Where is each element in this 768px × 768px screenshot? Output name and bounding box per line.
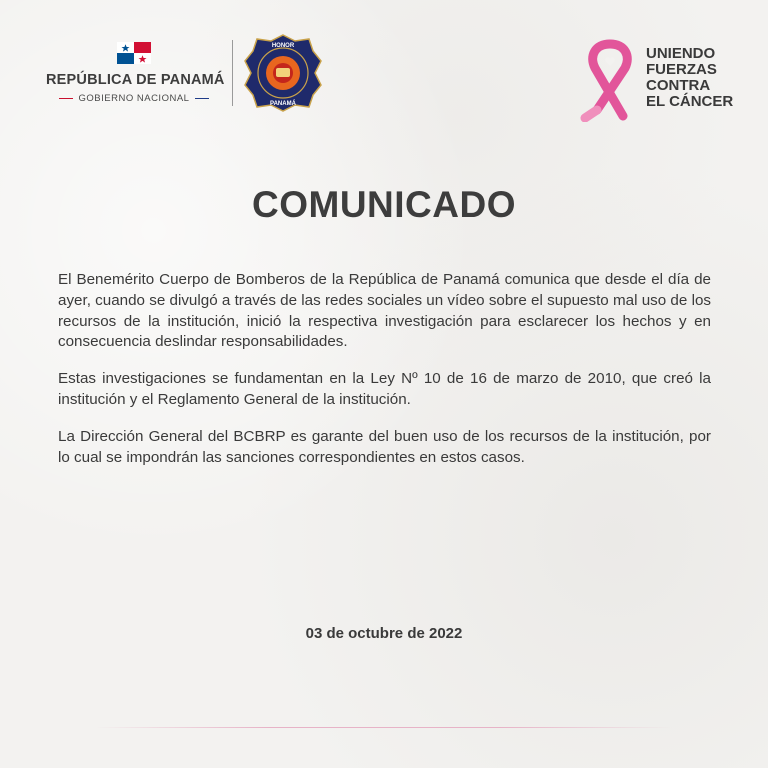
government-title: REPÚBLICA DE PANAMÁ <box>46 72 225 88</box>
government-subtitle-row <box>46 93 222 104</box>
svg-text:HONOR: HONOR <box>271 43 295 49</box>
document-body <box>58 270 711 484</box>
campaign-line: FUERZAS <box>646 61 717 78</box>
government-logo <box>46 42 225 104</box>
document-title: COMUNICADO <box>252 184 516 225</box>
body-paragraph: Estas investigaciones se fundamentan en la Ley Nº 10 de 16 de marzo de 2010, que creó la institución y el Reglamento General de la institución. <box>58 370 711 408</box>
document-date: 03 de octubre de 2022 <box>305 625 463 642</box>
government-subtitle: GOBIERNO NACIONAL <box>78 93 190 104</box>
body-paragraph: La Dirección General del BCBRP es garante del buen uso de los recursos de la institución, por lo cual se impondrán las sanciones correspondientes en estos casos. <box>58 427 711 466</box>
svg-text:PANAMÁ: PANAMÁ <box>270 101 296 107</box>
campaign-line: CONTRA <box>646 77 711 94</box>
bottom-divider <box>95 727 673 728</box>
pink-ribbon-icon <box>575 38 645 122</box>
blue-dash <box>195 98 209 99</box>
body-paragraph: El Benemérito Cuerpo de Bomberos de la República de Panamá comunica que desde el día de ayer, cuando se divulgó a través de las redes sociales un vídeo sobre el supuesto mal uso de los recursos de la institución, inició la respectiva investigación para esclarecer los hechos y en consecuencia deslindar responsabilidades. <box>58 271 711 351</box>
red-dash <box>59 98 73 99</box>
campaign-line: UNIENDO <box>646 45 716 62</box>
campaign-line: EL CÁNCER <box>646 93 734 110</box>
panama-flag-icon <box>117 42 151 64</box>
header-divider <box>232 40 233 106</box>
fire-department-badge-icon <box>243 33 323 113</box>
campaign-text <box>646 46 733 110</box>
